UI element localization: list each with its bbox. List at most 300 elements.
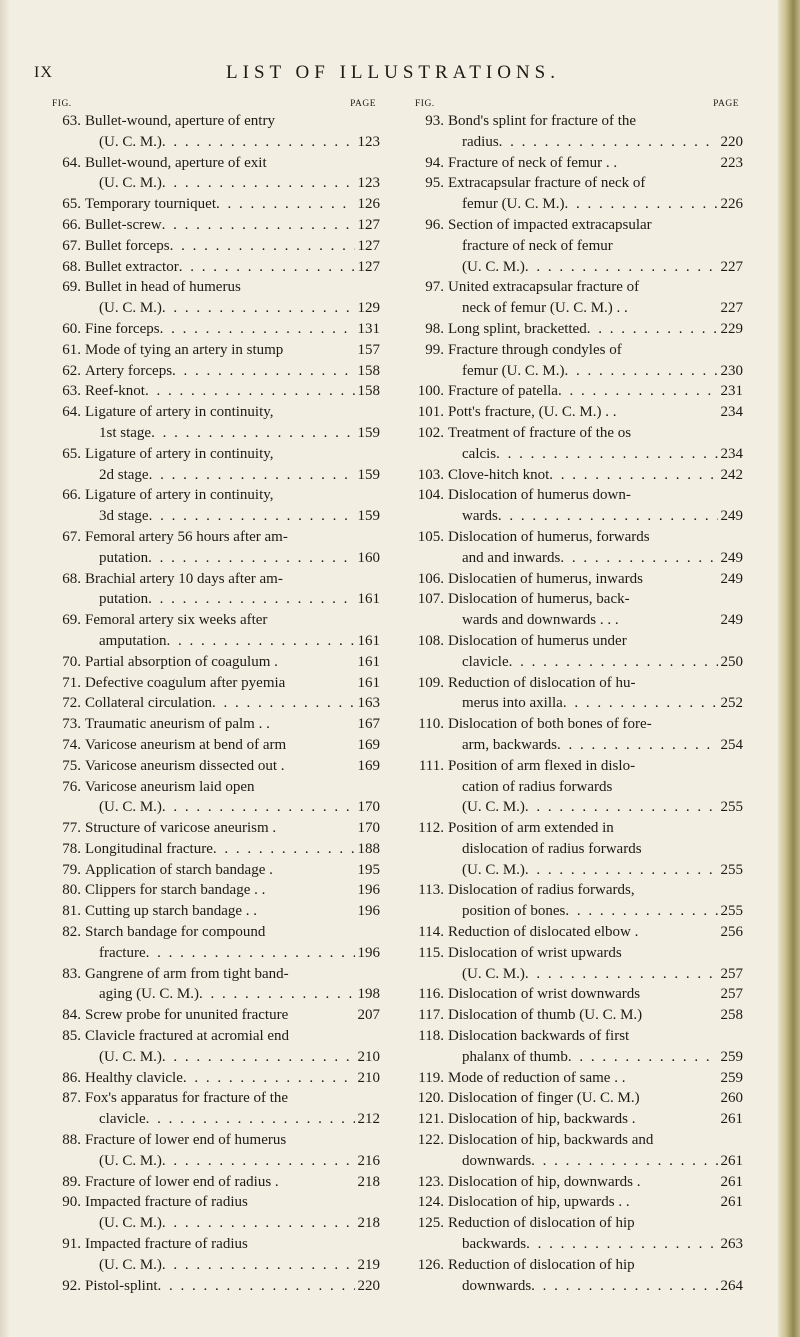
dot-leader [146,1109,355,1130]
page-number: 257 [720,965,743,982]
figure-number: 110. [418,716,444,733]
page-number: 218 [357,1215,380,1232]
entry-text: Long splint, bracketted [448,320,587,337]
entry-line [85,652,380,673]
figure-number: 103. [417,466,444,483]
index-entry [50,714,380,735]
entry-line [85,1213,380,1234]
index-entry [50,257,380,278]
figure-number: 121. [417,1111,444,1128]
entry-text: Reduction of dislocation of hu- [448,674,636,691]
dot-leader [179,257,355,278]
figure-number: 125. [417,1215,444,1232]
entry-line [85,1088,380,1109]
index-entry [413,173,743,215]
page-number: 158 [357,362,380,379]
index-entry [413,984,743,1005]
page-number: 123 [357,175,380,192]
figure-number: 97. [425,279,444,296]
figure-number: 62. [62,362,81,379]
figure-number: 102. [417,424,444,441]
index-entry [50,319,380,340]
index-entry [50,818,380,839]
dot-leader [158,1276,355,1297]
figure-number: 91. [62,1236,81,1253]
page-number: 261 [720,1194,743,1211]
entry-line [448,860,743,881]
page-number: 263 [720,1236,743,1253]
entry-line [85,111,380,132]
figure-number: 116. [418,986,444,1003]
dot-leader [160,319,355,340]
entry-line [448,340,743,361]
entry-text: Position of arm flexed in dislo- [448,757,636,774]
page-number: 207 [357,1007,380,1024]
page-number: 249 [720,549,743,566]
dot-leader [162,797,355,818]
entry-text: (U. C. M.) [99,799,162,816]
dot-leader [525,964,718,985]
dot-leader [167,631,355,652]
entry-line [85,777,380,798]
figure-number: 66. [62,216,81,233]
entry-line [448,527,743,548]
entry-text: fracture of neck of femur [462,237,613,254]
entry-text: Bullet extractor [85,258,179,275]
index-entry [50,756,380,777]
page-number: 170 [357,799,380,816]
dot-leader [568,1047,718,1068]
entry-line [448,173,743,194]
entry-text: Longitudinal fracture [85,840,213,857]
entry-line [85,964,380,985]
figure-number: 74. [62,736,81,753]
page-number: 127 [357,237,380,254]
dot-leader [199,984,355,1005]
entry-text: Fox's apparatus for fracture of the [85,1090,289,1107]
index-entry [50,1172,380,1193]
page-number: 254 [720,736,743,753]
page-number: 161 [357,653,380,670]
figure-number: 120. [417,1090,444,1107]
index-entry [50,1276,380,1297]
page-number: 257 [720,986,743,1003]
dot-leader [563,693,718,714]
page-number: 230 [720,362,743,379]
entry-text: Impacted fracture of radius [85,1236,248,1253]
index-entry [413,111,743,153]
entry-text: Partial absorption of coagulum . [85,653,278,670]
page-number: 226 [720,196,743,213]
entry-text: Fracture through condyles of [448,341,622,358]
figure-number: 65. [62,445,81,462]
entry-text: Varicose aneurism laid open [85,778,255,795]
dot-leader [216,194,355,215]
index-entry [50,215,380,236]
entry-line [85,880,380,901]
entry-text: merus into axilla [462,695,563,712]
entry-line [448,111,743,132]
entry-line [85,756,380,777]
figure-number: 93. [425,113,444,129]
entry-line [85,527,380,548]
entry-text: Dislocation of wrist upwards [448,944,622,961]
entry-line [85,610,380,631]
entry-line [85,465,380,486]
index-entry [50,340,380,361]
index-entry [413,1068,743,1089]
index-entry [50,1026,380,1068]
entry-text: Application of starch bandage . [85,861,273,878]
gutter-shadow [0,0,10,1337]
entry-text: Defective coagulum after pyemia [85,674,286,691]
entry-line [448,423,743,444]
entry-text: fracture [99,944,146,961]
entry-line [85,1109,380,1130]
dot-leader [525,860,718,881]
entry-text: dislocation of radius forwards [462,840,642,857]
entry-line [85,277,380,298]
entry-line [448,901,743,922]
page-number: 161 [357,674,380,691]
index-entry [413,569,743,590]
entry-line [85,569,380,590]
index-entry [413,340,743,382]
dot-leader [549,465,717,486]
entry-line [448,818,743,839]
entry-line [85,1068,380,1089]
entry-line [448,465,743,486]
entry-text: (U. C. M.) [462,799,525,816]
entry-line [85,1172,380,1193]
entry-line [448,1172,743,1193]
entry-text: radius [462,133,499,150]
entry-line [448,964,743,985]
entry-text: Mode of reduction of same . . [448,1069,626,1086]
entry-text: backwards [462,1236,527,1253]
entry-text: cation of radius forwards [462,778,613,795]
dot-leader [151,423,354,444]
dot-leader [496,444,717,465]
entry-text: Ligature of artery in continuity, [85,445,274,462]
page-number: 198 [357,986,380,1003]
entry-text: Ligature of artery in continuity, [85,404,274,421]
page-number: 212 [357,1111,380,1128]
entry-line [448,319,743,340]
entry-text: Bullet-wound, aperture of exit [85,154,267,171]
entry-line [85,423,380,444]
entry-text: 1st stage [99,424,152,441]
index-entry [413,714,743,756]
index-entry [50,527,380,569]
entry-text: arm, backwards [462,736,557,753]
entry-text: Dislocation of radius forwards, [448,882,635,899]
page-number: 249 [720,570,743,587]
page-number: 161 [357,632,380,649]
figure-number: 76. [62,778,81,795]
page-number: 258 [720,1007,743,1024]
entry-line [448,1109,743,1130]
entry-line [448,506,743,527]
entry-line [85,444,380,465]
entry-text: Dislocation of both bones of fore- [448,716,652,733]
dot-leader [146,943,355,964]
entry-text: aging (U. C. M.) [99,986,199,1003]
figure-number: 100. [417,383,444,400]
entry-line [85,589,380,610]
page-number: 218 [357,1173,380,1190]
entry-text: Dislocation of wrist downwards [448,986,641,1003]
entry-text: downwards [462,1152,532,1169]
dot-leader [170,236,355,257]
entry-text: femur (U. C. M.) [462,362,565,379]
entry-text: Dislocation backwards of first [448,1028,630,1045]
page-number: 255 [720,799,743,816]
entry-line [448,569,743,590]
figure-number: 71. [62,674,81,691]
page-number: 126 [357,196,380,213]
figure-number: 114. [418,924,444,941]
entry-text: Femoral artery six weeks after [85,612,268,629]
entry-line [85,839,380,860]
index-entry [50,1088,380,1130]
figure-number: 94. [425,154,444,171]
entry-text: clavicle [462,653,509,670]
entry-text: Ligature of artery in continuity, [85,487,274,504]
index-entry [50,444,380,486]
entry-text: Bond's splint for fracture of the [448,113,637,129]
index-entry [50,1005,380,1026]
entry-text: and and inwards [462,549,561,566]
entry-text: Dislocation of hip, backwards . [448,1111,636,1128]
figure-number: 82. [62,924,81,941]
entry-line [448,943,743,964]
page-number: 129 [357,300,380,317]
entry-text: Structure of varicose aneurism . [85,820,277,837]
page-number: 259 [720,1069,743,1086]
entry-line [448,735,743,756]
index-entry [50,901,380,922]
page-number: 210 [357,1069,380,1086]
entry-text: position of bones [462,903,566,920]
entry-text: wards and downwards . . . [462,612,619,629]
entry-text: Fracture of lower end of radius . [85,1173,279,1190]
entry-text: Reduction of dislocated elbow . [448,924,639,941]
page-number: 227 [720,258,743,275]
page-number: 196 [357,944,380,961]
entry-line [85,1047,380,1068]
entry-text: Fine forceps [85,320,160,337]
entry-line [448,777,743,798]
figure-number: 85. [62,1028,81,1045]
index-entry [413,1026,743,1068]
entry-line [448,361,743,382]
figure-number: 87. [62,1090,81,1107]
index-entry [50,1130,380,1172]
page-label: PAGE [350,99,376,109]
index-entry [413,631,743,673]
figure-number: 123. [417,1173,444,1190]
index-entry [413,943,743,985]
index-entry [413,153,743,174]
entry-line [448,132,743,153]
index-entry [50,485,380,527]
entry-text: Varicose aneurism at bend of arm [85,736,287,753]
figure-number: 119. [418,1069,444,1086]
figure-number: 99. [425,341,444,358]
entry-line [448,610,743,631]
entry-text: Cutting up starch bandage . . [85,903,258,920]
entry-line [448,1088,743,1109]
entry-text: Fracture of lower end of humerus [85,1132,287,1149]
figure-number: 83. [62,965,81,982]
dot-leader [172,361,354,382]
index-entry [413,277,743,319]
entry-text: (U. C. M.) [99,300,162,317]
entry-line [85,506,380,527]
index-entry [413,1213,743,1255]
entry-line [448,1192,743,1213]
entry-line [85,381,380,402]
entry-text: Pott's fracture, (U. C. M.) . . [448,404,617,421]
page-number: 169 [357,757,380,774]
page-number: 255 [720,903,743,920]
entry-line [85,319,380,340]
dot-leader [162,298,355,319]
entry-text: (U. C. M.) [462,965,525,982]
page-number: 188 [357,840,380,857]
entry-line [448,257,743,278]
dot-leader [526,1234,717,1255]
index-entry [50,839,380,860]
figure-number: 90. [62,1194,81,1211]
entry-text: Mode of tying an artery in stump [85,341,284,358]
entry-line [448,756,743,777]
entry-line [85,1130,380,1151]
entry-text: (U. C. M.) [462,861,525,878]
dot-leader [145,381,355,402]
entry-text: downwards [462,1277,532,1294]
figure-number: 101. [417,404,444,421]
entry-line [85,631,380,652]
dot-leader [183,1068,355,1089]
dot-leader [560,548,717,569]
figure-number: 60. [62,320,81,337]
entry-text: United extracapsular fracture of [448,279,640,296]
figure-number: 112. [418,820,444,837]
page-number: 223 [720,154,743,171]
entry-line [448,839,743,860]
figure-number: 68. [62,258,81,275]
entry-line [448,153,743,174]
page-number: 158 [357,383,380,400]
index-entry [50,610,380,652]
figure-number: 67. [62,237,81,254]
entry-line [85,402,380,423]
figure-number: 104. [417,487,444,504]
entry-line [85,714,380,735]
entry-line [85,1234,380,1255]
page-number: 169 [357,736,380,753]
entry-text: (U. C. M.) [99,1256,162,1273]
dot-leader [162,1151,355,1172]
entry-line [85,1026,380,1047]
figure-number: 66. [62,487,81,504]
entry-line [448,589,743,610]
entry-text: Artery forceps [85,362,173,379]
figure-number: 61. [62,341,81,358]
running-title: LIST OF ILLUSTRATIONS. [226,62,560,83]
dot-leader [564,194,717,215]
page-number: 127 [357,258,380,275]
entry-line [85,1005,380,1026]
page-number: 264 [720,1277,743,1294]
entry-line [448,1047,743,1068]
entry-line [85,1151,380,1172]
page-label: PAGE [713,99,739,109]
page-number: 261 [720,1152,743,1169]
dot-leader [531,1151,717,1172]
page-number: 252 [720,695,743,712]
index-entry [413,818,743,880]
entry-text: Reduction of dislocation of hip [448,1215,635,1232]
dot-leader [558,381,718,402]
page-number: 261 [720,1173,743,1190]
entry-text: (U. C. M.) [99,1048,162,1065]
page-number: 234 [720,445,743,462]
fig-label: FIG. [415,99,435,109]
entry-text: Dislocation of humerus, forwards [448,528,650,545]
page-number: 249 [720,508,743,525]
figure-number: 78. [62,840,81,857]
dot-leader [587,319,718,340]
fig-label: FIG. [52,99,72,109]
index-entry [413,1255,743,1297]
figure-number: 89. [62,1173,81,1190]
column-header [50,97,380,111]
page-number: 160 [357,549,380,566]
entry-text: Fracture of patella [448,383,558,400]
entry-line [448,1213,743,1234]
entry-line [448,880,743,901]
figure-number: 98. [425,320,444,337]
index-entry [413,922,743,943]
figure-number: 72. [62,695,81,712]
page-number: 234 [720,404,743,421]
dot-leader [212,693,354,714]
dot-leader [525,257,718,278]
entry-line [85,818,380,839]
page-number: 161 [357,591,380,608]
page-number: 219 [357,1256,380,1273]
page-number: 123 [357,133,380,150]
entry-text: (U. C. M.) [99,133,162,150]
entry-text: Dislocation of humerus under [448,632,627,649]
entry-text: Treatment of fracture of the os [448,424,632,441]
figure-number: 68. [62,570,81,587]
dot-leader [162,1213,355,1234]
entry-line [85,901,380,922]
entry-line [85,1192,380,1213]
entry-line [448,1255,743,1276]
entry-list [50,111,380,1296]
dot-leader [148,589,354,610]
dot-leader [162,173,355,194]
index-entry [50,236,380,257]
dot-leader [499,132,718,153]
entry-line [448,381,743,402]
page-number: 159 [357,424,380,441]
